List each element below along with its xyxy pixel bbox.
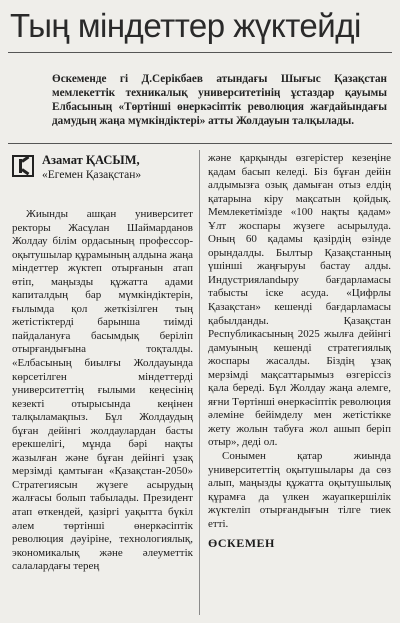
byline (12, 152, 193, 194)
author-name: Азамат ҚАСЫМ, (42, 153, 140, 167)
middle-rule (8, 143, 392, 144)
newspaper-logo-icon (12, 155, 34, 177)
article-paragraph: және қарқынды өзгерістер кезеңіне қадам басып келеді. Біз бұған дейін алдымызға озық дамыған отыз елдің қатарына кіру мақсатын қойдық. Мемлекетімізде «100 нақты қадам» Ұлт жоспары жүзеге асырылуда. Оның 60 қадамы қазірдің өзінде орындалды. Былтыр Қазақстанның үшінші жаңғыруы бастау алды. Индустриялandыру бағдарламасы табысты іске асуда. «Цифрлы Қазақстан» кешенді бағдарламасы қабылданды. Қазақстан Республикасының 2025 жылға дейінгі дамуының кешенді стратегиялық жоспары жасалды. Біздің ұзақ мерзімді мақсаттарымыз өзгеріссіз қала береді. Бұл Жолдау жаңа әлемге, яғни Төртінші өнеркәсіптік революция әлеміне бейімделу мен жетістікке жету жолын табуға жол ашып беріп отыр», деді ол. (208, 152, 391, 449)
headline: Тың міндеттер жүктейді (10, 7, 361, 44)
article-paragraph: Жиынды ашқан университет ректоры Жасұлан Шаймарданов Жолдау білім ордасының профессор-оқытушылар құрамының алдына жаңа міндеттер жүктеп отырғанын атап өтіп, маңызды құжатта адами капиталдың бар мүмкіндіктерін, ғылымда қол жеткізілген тың жетістіктерді барынша тиімді пайдалануға басымдық беріліп отырғандығына тоқталды. «Елбасының биылғы Жолдауында көрсетілген міндеттерді университеттің ғылыми кеңесінің кезекті отырысында кеңінен талқыламақпыз. Бұл Жолдаудың бұған дейінгі жолдаулардан басты ерекшелігі, мұнда бәрі нақты жазылған және бұған дейінгі ұзақ мерзімді қамтыған «Қазақстан-2050» Стратегиясын жүзеге асырудың жалғасы болып табылады. Президент атап өткендей, қазіргі уақытта бүкіл әлем төртінші өнеркәсіптік революция дәуіріне, технологиялық, экономикалық және әлеуметтік салалардағы терең (12, 208, 193, 573)
column-divider (199, 150, 200, 615)
right-column (208, 152, 391, 551)
article-paragraph: Сонымен қатар жиында университеттің оқытушылары да сөз алып, маңызды құжатта оқытушылық құрамға да үлкен жауапкершілік жүктеліп отырғандығын тілге тиек етті. (208, 450, 391, 530)
dateline-place: ӨСКЕМЕН (208, 536, 275, 551)
lead-paragraph: Өскеменде гі Д.Серікбаев атындағы Шығыс Қазақстан мемлекеттік техникалық университетінің ұстаздар қауымы Елбасының «Төртінші өнеркәсіптік революция жағдайындағы дамудың жаңа мүмкіндіктері» атты Жолдауын талқылады. (52, 73, 387, 127)
left-column (12, 152, 193, 574)
newspaper-name: «Егемен Қазақстан» (42, 169, 142, 181)
top-rule (8, 52, 392, 53)
